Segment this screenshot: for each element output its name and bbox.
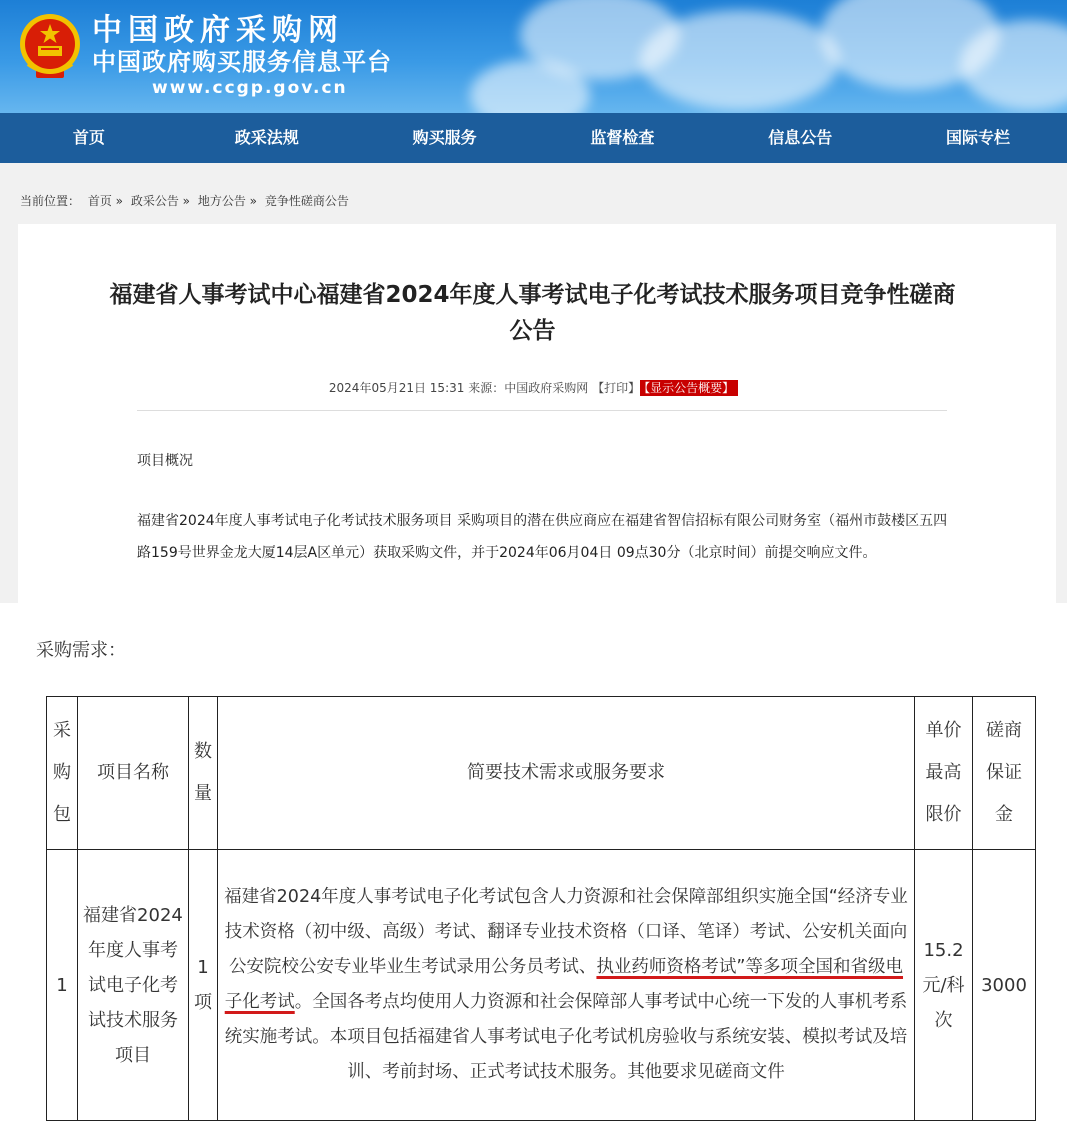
main-nav [0,113,1067,163]
header-quantity: 数量 [188,697,217,850]
breadcrumb-procurement[interactable]: 政采公告 » [130,194,191,208]
site-url[interactable]: www.ccgp.gov.cn [152,78,348,98]
site-title[interactable]: 中国政府采购网 [92,13,344,48]
show-summary-button[interactable]: 【显示公告概要】 [640,380,738,396]
cell-requirements [217,850,914,1121]
req-text-underlined: 执业药师资格考试”等多项全国和省级电子化考试 [224,957,904,1012]
breadcrumb-label: 当前位置： [20,194,81,208]
site-subtitle: 中国政府购买服务信息平台 [92,48,392,76]
cell-quantity: 1项 [188,850,217,1121]
nav-item-announcements[interactable]: 信息公告 [768,128,833,147]
cell-package: 1 [47,850,78,1121]
nav-item-purchase-services[interactable]: 购买服务 [412,128,477,147]
nav-item-home[interactable]: 首页 [72,128,105,147]
breadcrumb [20,192,353,209]
divider [137,410,947,411]
cell-project-name: 福建省2024年度人事考试电子化考试技术服务项目 [77,850,188,1121]
print-link[interactable]: 【打印】 [592,381,641,395]
breadcrumb-current[interactable]: 竞争性磋商公告 [264,194,349,208]
requirements-table [46,696,1036,1121]
nav-item-international[interactable]: 国际专栏 [946,128,1011,147]
article-title-line: 福建省人事考试中心福建省2024年度人事考试电子化考试技术服务项目竞争性磋商 [109,282,956,308]
cell-deposit: 3000 [973,850,1036,1121]
nav-item-supervision[interactable]: 监督检查 [590,128,655,147]
source: 来源：中国政府采购网 [468,381,589,395]
breadcrumb-home[interactable]: 首页 » [87,194,124,208]
cloud-decoration [640,10,840,110]
national-emblem-icon[interactable] [18,12,82,84]
header-project-name: 项目名称 [77,697,188,850]
breadcrumb-local[interactable]: 地方公告 » [197,194,258,208]
table-row [47,850,1036,1121]
header-package: 采购包 [47,697,78,850]
article-title [30,277,1035,349]
header-deposit: 磋商保证金 [973,697,1036,850]
article-title-line: 公告 [509,318,556,344]
nav-item-regulations[interactable]: 政采法规 [234,128,299,147]
req-text-before: 福建省2024年度人事考试电子化考试包含人力资源和社会保障部组织实施全国“经济专业技术资格（初中级、高级）考试、翻译专业技术资格（口译、笔译）考试、公安机关面向公安院校公安专业毕业生考试录用公务员考试、 [224,887,908,977]
project-overview-paragraph: 福建省2024年度人事考试电子化考试技术服务项目 采购项目的潜在供应商应在福建省智信招标有限公司财务室（福州市鼓楼区五四路159号世界金龙大厦14层A区单元）获取采购文件，并于2024年06月04日 09点30分（北京时间）前提交响应文件。 [137,513,948,561]
publish-date: 2024年05月21日 15:31 [328,381,465,395]
table-header-row [47,697,1036,850]
section-heading: 项目概况 [137,453,193,469]
article-meta [0,379,1067,396]
requirements-label: 采购需求： [36,640,126,661]
site-header-banner [0,0,1067,113]
cell-price: 15.2元/科次 [915,850,973,1121]
header-requirements: 简要技术需求或服务要求 [217,697,914,850]
header-price-limit: 单价最高限价 [915,697,973,850]
req-text-after: 。全国各考点均使用人力资源和社会保障部人事考试中心统一下发的人事机考系统实施考试。本项目包括福建省人事考试电子化考试机房验收与系统安装、模拟考试及培训、考前封场、正式考试技术服务。其他要求见磋商文件 [224,992,908,1082]
